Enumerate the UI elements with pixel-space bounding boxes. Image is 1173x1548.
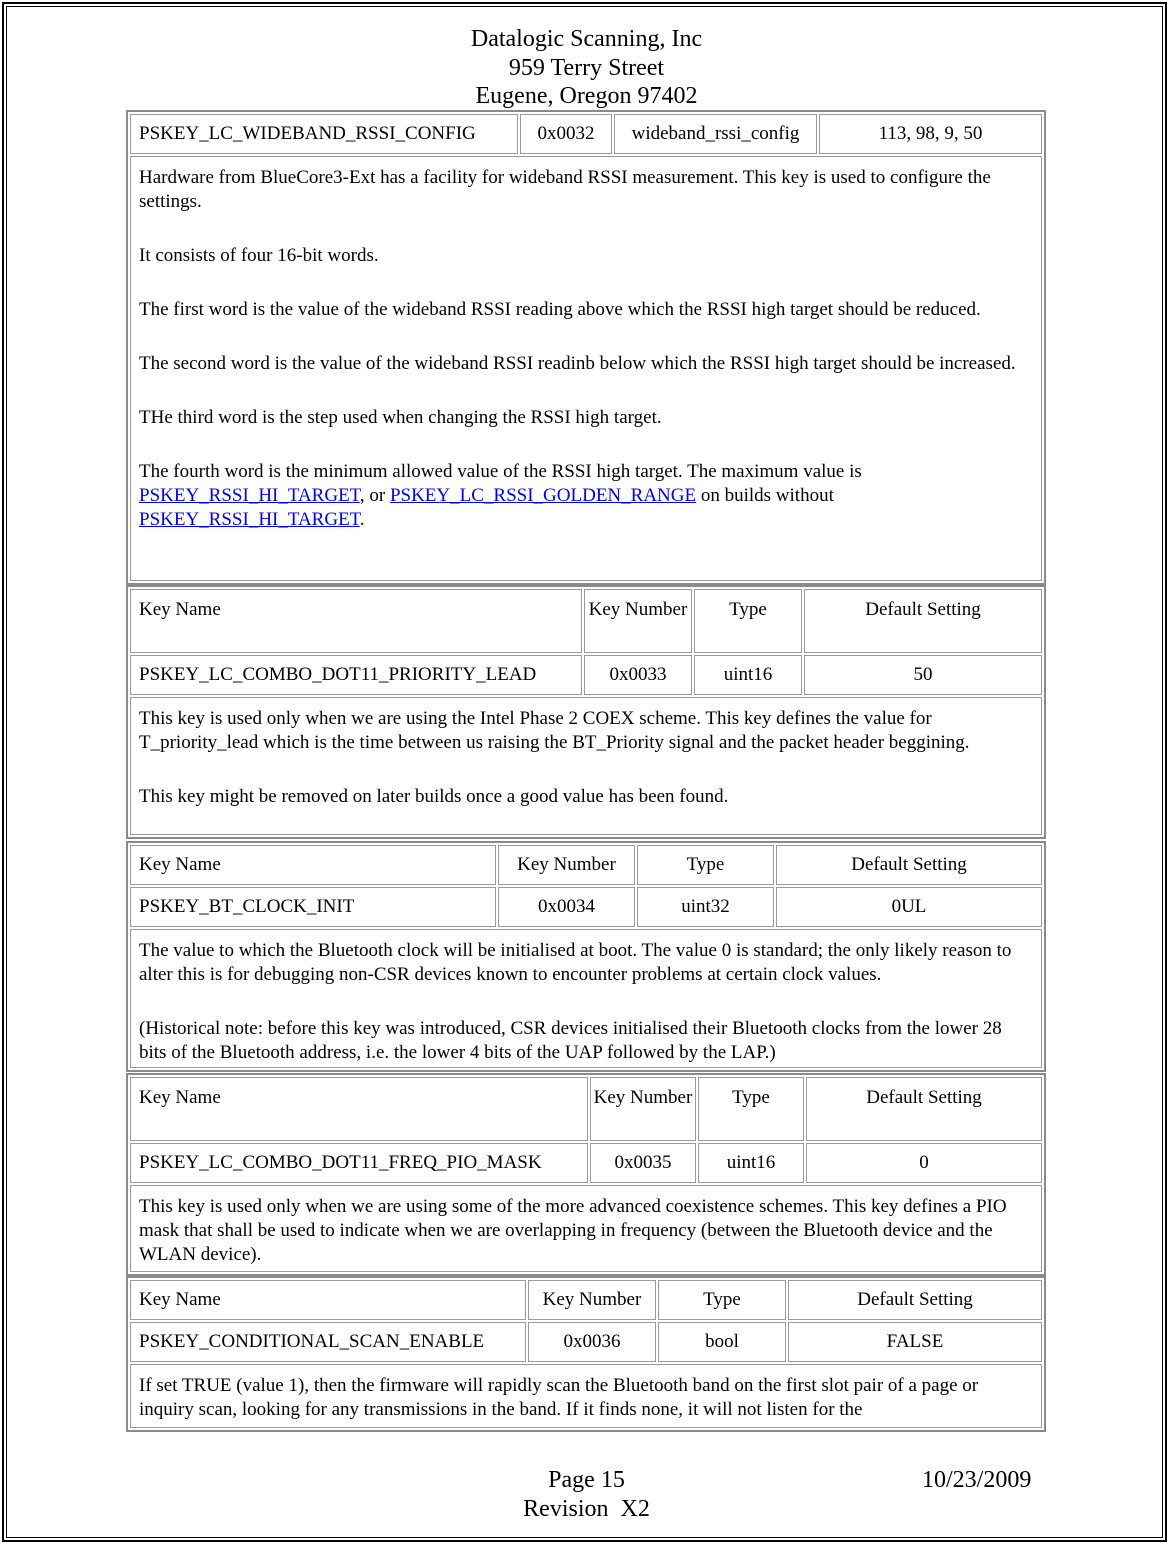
- pskey-table-wideband-rssi-config: [126, 110, 1046, 585]
- key-name-cell: PSKEY_LC_COMBO_DOT11_FREQ_PIO_MASK: [130, 1143, 588, 1183]
- type-cell: uint32: [637, 887, 774, 927]
- footer-date: 10/23/2009: [922, 1467, 1032, 1493]
- key-name-cell: PSKEY_LC_WIDEBAND_RSSI_CONFIG: [130, 114, 518, 154]
- column-header-default-setting: Default Setting: [776, 845, 1042, 885]
- description-paragraph: The value to which the Bluetooth clock will be initialised at boot. The value 0 is standard; the only likely reason to alter this is for debugging non-CSR devices known to encounter problems at certain clock values.: [139, 940, 1012, 985]
- column-header-default-setting: Default Setting: [804, 589, 1042, 653]
- company-city: Eugene, Oregon 97402: [475, 83, 698, 109]
- key-number-cell: 0x0032: [520, 114, 612, 154]
- company-name: Datalogic Scanning, Inc: [470, 26, 703, 52]
- pskey-table-bt-clock-init: [126, 841, 1046, 1072]
- description-paragraph: The second word is the value of the wideband RSSI readinb below which the RSSI high target should be increased.: [139, 353, 1016, 374]
- description-paragraph: It consists of four 16-bit words.: [139, 245, 379, 266]
- key-description: [130, 697, 1042, 835]
- key-name-cell: PSKEY_LC_COMBO_DOT11_PRIORITY_LEAD: [130, 655, 582, 695]
- column-header-key-number: Key Number: [590, 1077, 696, 1141]
- key-description: [130, 1364, 1042, 1428]
- link-pskey-rssi-hi-target[interactable]: PSKEY_RSSI_HI_TARGET: [139, 509, 360, 530]
- default-setting-cell: 0: [806, 1143, 1042, 1183]
- column-header-key-number: Key Number: [528, 1280, 656, 1320]
- key-number-cell: 0x0036: [528, 1322, 656, 1362]
- column-header-type: Type: [658, 1280, 786, 1320]
- description-paragraph: This key might be removed on later builds once a good value has been found.: [139, 786, 729, 807]
- link-pskey-lc-rssi-golden-range[interactable]: PSKEY_LC_RSSI_GOLDEN_RANGE: [389, 485, 697, 506]
- column-header-key-number: Key Number: [498, 845, 635, 885]
- default-setting-cell: 113, 98, 9, 50: [819, 114, 1042, 154]
- key-description: [130, 156, 1042, 581]
- column-header-key-name: Key Name: [130, 589, 582, 653]
- description-paragraph: Hardware from BlueCore3-Ext has a facility for wideband RSSI measurement. This key is used to configure the settings.: [139, 167, 991, 212]
- key-name-cell: PSKEY_BT_CLOCK_INIT: [130, 887, 496, 927]
- column-header-type: Type: [694, 589, 802, 653]
- key-description: [130, 929, 1042, 1068]
- description-paragraph: If set TRUE (value 1), then the firmware will rapidly scan the Bluetooth band on the first slot pair of a page or inquiry scan, looking for any transmissions in the band. If it finds none, it will not listen for the: [139, 1375, 979, 1420]
- description-paragraph: This key is used only when we are using the Intel Phase 2 COEX scheme. This key defines the value for T_priority_lead which is the time between us raising the BT_Priority signal and the packet header beggining.: [139, 708, 970, 753]
- document-header: [0, 25, 1173, 111]
- pskey-table-combo-dot11-freq-pio-mask: [126, 1073, 1046, 1276]
- column-header-key-number: Key Number: [584, 589, 692, 653]
- key-name-cell: PSKEY_CONDITIONAL_SCAN_ENABLE: [130, 1322, 526, 1362]
- column-header-default-setting: Default Setting: [806, 1077, 1042, 1141]
- key-number-cell: 0x0035: [590, 1143, 696, 1183]
- key-number-cell: 0x0034: [498, 887, 635, 927]
- link-pskey-rssi-hi-target[interactable]: PSKEY_RSSI_HI_TARGET: [139, 485, 360, 506]
- page-number: Page 15: [548, 1467, 625, 1493]
- column-header-type: Type: [637, 845, 774, 885]
- default-setting-cell: 50: [804, 655, 1042, 695]
- column-header-key-name: Key Name: [130, 1077, 588, 1141]
- company-street: 959 Terry Street: [508, 54, 665, 81]
- pskey-table-conditional-scan-enable: [126, 1276, 1046, 1432]
- key-description: [130, 1185, 1042, 1272]
- description-paragraph: (Historical note: before this key was introduced, CSR devices initialised their Bluetooth clocks from the lower 28 bits of the Bluetooth address, i.e. the lower 4 bits of the UAP followed by the LAP.): [139, 1018, 1002, 1063]
- description-paragraph: This key is used only when we are using some of the more advanced coexistence schemes. This key defines a PIO mask that shall be used to indicate when we are overlapping in frequency (between the Bluetooth device and the WLAN device).: [139, 1196, 1007, 1265]
- description-paragraph: The fourth word is the minimum allowed value of the RSSI high target. The maximum value is PSKEY_RSSI_HI_TARGET, or PSKEY_LC_RSSI_GOLDEN_RANGE on builds without PSKEY_RSSI_HI_TARGET.: [139, 461, 862, 530]
- column-header-key-name: Key Name: [130, 1280, 526, 1320]
- type-cell: wideband_rssi_config: [614, 114, 817, 154]
- column-header-key-name: Key Name: [130, 845, 496, 885]
- default-setting-cell: 0UL: [776, 887, 1042, 927]
- type-cell: uint16: [694, 655, 802, 695]
- column-header-type: Type: [698, 1077, 804, 1141]
- description-paragraph: The first word is the value of the wideband RSSI reading above which the RSSI high target should be reduced.: [139, 299, 981, 320]
- type-cell: uint16: [698, 1143, 804, 1183]
- description-paragraph: THe third word is the step used when changing the RSSI high target.: [139, 407, 662, 428]
- default-setting-cell: FALSE: [788, 1322, 1042, 1362]
- column-header-default-setting: Default Setting: [788, 1280, 1042, 1320]
- pskey-table-combo-dot11-priority-lead: [126, 585, 1046, 839]
- revision: Revision X2: [523, 1495, 650, 1522]
- type-cell: bool: [658, 1322, 786, 1362]
- key-number-cell: 0x0033: [584, 655, 692, 695]
